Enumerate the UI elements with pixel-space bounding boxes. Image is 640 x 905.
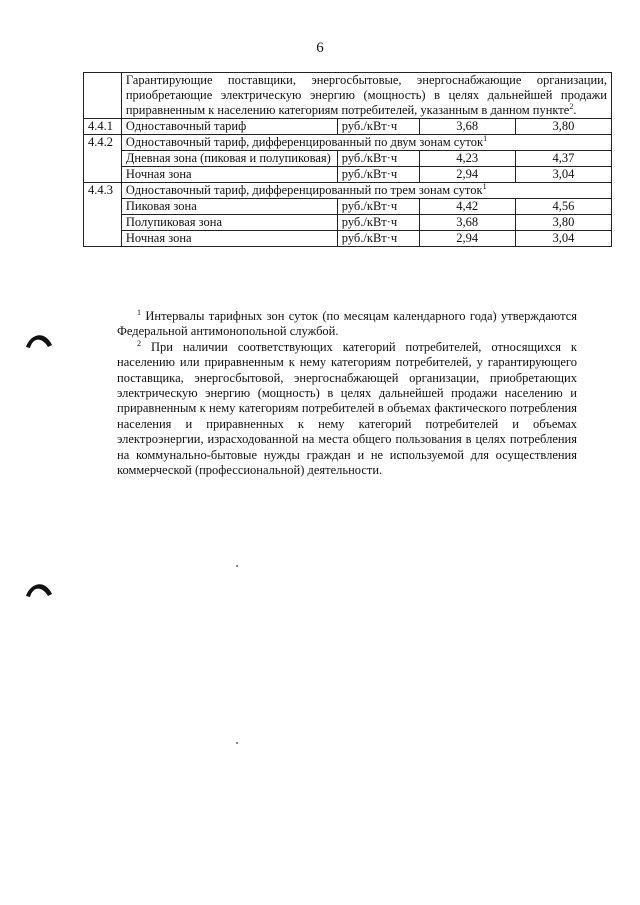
footnote-ref: 1 <box>482 181 487 191</box>
row-unit: руб./кВт·ч <box>337 167 419 183</box>
row-unit: руб./кВт·ч <box>337 231 419 247</box>
row-value-1: 3,68 <box>419 119 515 135</box>
row-name: Полупиковая зона <box>121 215 337 231</box>
footnote-1: $^1$ Интервалы тарифных зон суток (по месяцам календарного года) утверждаются Федеральной антимонопольной службой. <box>117 307 577 339</box>
row-unit: руб./кВт·ч <box>337 215 419 231</box>
table-row <box>84 199 612 215</box>
page-number: 6 <box>316 40 324 56</box>
row-unit: руб./кВт·ч <box>337 119 419 135</box>
row-unit: руб./кВт·ч <box>337 199 419 215</box>
row-unit: руб./кВт·ч <box>337 151 419 167</box>
table-row <box>84 135 612 151</box>
row-value-2: 3,80 <box>515 119 611 135</box>
tariff-table <box>83 72 612 247</box>
table-cell-number <box>84 73 122 119</box>
row-value-2: 3,80 <box>515 215 611 231</box>
row-value-2: 3,04 <box>515 231 611 247</box>
table-row <box>84 151 612 167</box>
table-row-header <box>84 73 612 119</box>
row-name: Дневная зона (пиковая и полупиковая) <box>121 151 337 167</box>
row-value-1: 2,94 <box>419 167 515 183</box>
row-value-1: 3,68 <box>419 215 515 231</box>
scan-speck <box>236 565 238 567</box>
row-name: Ночная зона <box>121 231 337 247</box>
table-row <box>84 119 612 135</box>
row-value-2: 4,37 <box>515 151 611 167</box>
row-title: Одноставочный тариф, дифференцированный по трем зонам суток$^1$ <box>121 183 611 199</box>
table-row <box>84 183 612 199</box>
binder-hole-mark-icon <box>24 327 54 349</box>
row-value-1: 4,23 <box>419 151 515 167</box>
row-number: 4.4.3 <box>84 183 122 247</box>
row-name: Пиковая зона <box>121 199 337 215</box>
row-value-2: 4,56 <box>515 199 611 215</box>
row-title: Одноставочный тариф, дифференцированный по двум зонам суток$^1$ <box>121 135 611 151</box>
table-row <box>84 167 612 183</box>
row-value-1: 4,42 <box>419 199 515 215</box>
row-value-1: 2,94 <box>419 231 515 247</box>
row-name: Ночная зона <box>121 167 337 183</box>
row-value-2: 3,04 <box>515 167 611 183</box>
row-name: Одноставочный тариф <box>121 119 337 135</box>
row-number: 4.4.2 <box>84 135 122 183</box>
footnote-ref: 1 <box>483 133 488 143</box>
table-row <box>84 215 612 231</box>
footnotes <box>117 309 577 478</box>
footnote-ref: 2 <box>569 101 574 111</box>
binder-hole-mark-icon <box>24 576 54 598</box>
table-row <box>84 231 612 247</box>
table-cell-group-header: Гарантирующие поставщики, энергосбытовые, энергоснабжающие организации, приобретающие электрическую энергию (мощность) в целях дальнейшей продажи приравненным к населению категориям потребителей, указанным в данном пункте$^2$. <box>121 73 611 119</box>
footnote-mark: 2 <box>137 338 141 348</box>
footnote-mark: 1 <box>137 307 141 317</box>
row-number: 4.4.1 <box>84 119 122 135</box>
footnote-2: $^2$ При наличии соответствующих категорий потребителей, относящихся к населению или приравненным к нему категориям потребителей, у гарантирующего поставщика, энергосбытовой, энергоснабжающей организации, приобретающих электрическую энергию (мощность) в целях дальнейшей продажи населению и приравненным к нему категориям потребителей в объемах фактического потребления населения и приравненных к нему категорий потребителей и объемах электроэнергии, израсходованной на места общего пользования в целях потребления на коммунально-бытовые нужды граждан и не используемой для осуществления коммерческой (профессиональной) деятельности. <box>117 338 577 478</box>
scan-speck <box>236 742 238 744</box>
